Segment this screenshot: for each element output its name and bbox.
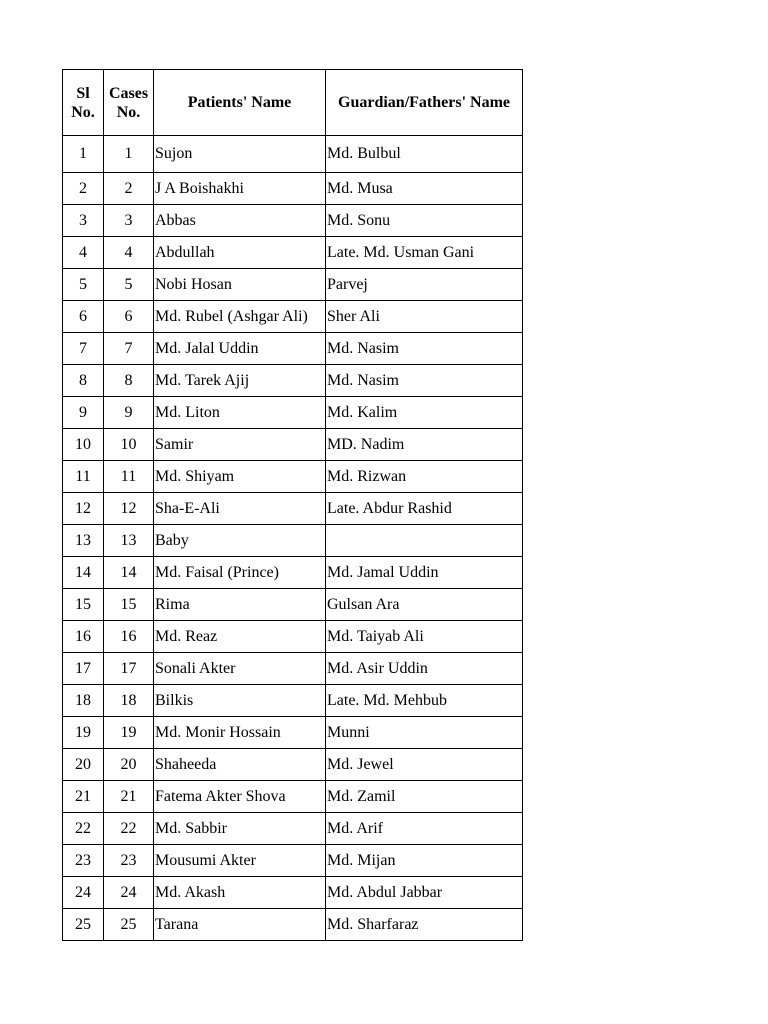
cell-case-no: 8 xyxy=(104,365,154,397)
cell-guardian-name: Late. Md. Mehbub xyxy=(326,685,523,717)
cell-guardian-name: Parvej xyxy=(326,269,523,301)
cell-patient-name: Sujon xyxy=(154,136,326,173)
cell-sl-no: 25 xyxy=(63,909,104,941)
table-row xyxy=(63,781,523,813)
cell-case-no: 7 xyxy=(104,333,154,365)
cell-case-no: 14 xyxy=(104,557,154,589)
cell-sl-no: 21 xyxy=(63,781,104,813)
header-guardian-name: Guardian/Fathers' Name xyxy=(326,70,523,136)
cell-guardian-name: Md. Mijan xyxy=(326,845,523,877)
cell-case-no: 3 xyxy=(104,205,154,237)
table-row xyxy=(63,333,523,365)
table-row xyxy=(63,429,523,461)
cell-patient-name: Sha-E-Ali xyxy=(154,493,326,525)
cell-patient-name: Rima xyxy=(154,589,326,621)
table-header xyxy=(63,70,523,136)
cell-guardian-name: Md. Musa xyxy=(326,173,523,205)
cell-guardian-name xyxy=(326,525,523,557)
cell-sl-no: 13 xyxy=(63,525,104,557)
cell-case-no: 15 xyxy=(104,589,154,621)
header-patient-name: Patients' Name xyxy=(154,70,326,136)
cell-sl-no: 14 xyxy=(63,557,104,589)
cell-sl-no: 12 xyxy=(63,493,104,525)
cell-guardian-name: Md. Abdul Jabbar xyxy=(326,877,523,909)
cell-sl-no: 10 xyxy=(63,429,104,461)
cell-case-no: 16 xyxy=(104,621,154,653)
cell-sl-no: 9 xyxy=(63,397,104,429)
cell-case-no: 21 xyxy=(104,781,154,813)
table-row xyxy=(63,685,523,717)
cell-patient-name: Md. Liton xyxy=(154,397,326,429)
cell-case-no: 20 xyxy=(104,749,154,781)
table-row xyxy=(63,525,523,557)
cell-case-no: 17 xyxy=(104,653,154,685)
cell-sl-no: 5 xyxy=(63,269,104,301)
table-row xyxy=(63,813,523,845)
table-row xyxy=(63,589,523,621)
cell-guardian-name: Md. Nasim xyxy=(326,365,523,397)
cell-patient-name: Md. Sabbir xyxy=(154,813,326,845)
cell-patient-name: Md. Shiyam xyxy=(154,461,326,493)
cell-case-no: 13 xyxy=(104,525,154,557)
header-cases-no: Cases No. xyxy=(104,70,154,136)
table-row xyxy=(63,877,523,909)
cell-case-no: 19 xyxy=(104,717,154,749)
table-row xyxy=(63,557,523,589)
table-row xyxy=(63,653,523,685)
cell-patient-name: Md. Akash xyxy=(154,877,326,909)
cell-sl-no: 8 xyxy=(63,365,104,397)
cell-guardian-name: Md. Sonu xyxy=(326,205,523,237)
table-row xyxy=(63,237,523,269)
cell-patient-name: Nobi Hosan xyxy=(154,269,326,301)
cell-guardian-name: MD. Nadim xyxy=(326,429,523,461)
cell-patient-name: Mousumi Akter xyxy=(154,845,326,877)
cell-guardian-name: Md. Jewel xyxy=(326,749,523,781)
cell-sl-no: 4 xyxy=(63,237,104,269)
cell-patient-name: Tarana xyxy=(154,909,326,941)
cell-case-no: 24 xyxy=(104,877,154,909)
cell-case-no: 22 xyxy=(104,813,154,845)
cell-sl-no: 2 xyxy=(63,173,104,205)
cell-case-no: 1 xyxy=(104,136,154,173)
cell-sl-no: 15 xyxy=(63,589,104,621)
table-row xyxy=(63,621,523,653)
cell-case-no: 4 xyxy=(104,237,154,269)
cell-patient-name: Md. Tarek Ajij xyxy=(154,365,326,397)
cell-guardian-name: Md. Sharfaraz xyxy=(326,909,523,941)
cell-sl-no: 24 xyxy=(63,877,104,909)
cell-guardian-name: Late. Md. Usman Gani xyxy=(326,237,523,269)
cell-patient-name: J A Boishakhi xyxy=(154,173,326,205)
cell-patient-name: Md. Rubel (Ashgar Ali) xyxy=(154,301,326,333)
cell-guardian-name: Md. Bulbul xyxy=(326,136,523,173)
cell-guardian-name: Sher Ali xyxy=(326,301,523,333)
table-body xyxy=(63,136,523,941)
table-row xyxy=(63,493,523,525)
cell-case-no: 6 xyxy=(104,301,154,333)
cell-patient-name: Samir xyxy=(154,429,326,461)
cell-patient-name: Md. Monir Hossain xyxy=(154,717,326,749)
cell-patient-name: Bilkis xyxy=(154,685,326,717)
cell-sl-no: 1 xyxy=(63,136,104,173)
cell-sl-no: 19 xyxy=(63,717,104,749)
header-row xyxy=(63,70,523,136)
cell-guardian-name: Late. Abdur Rashid xyxy=(326,493,523,525)
cell-case-no: 5 xyxy=(104,269,154,301)
cell-sl-no: 6 xyxy=(63,301,104,333)
cell-case-no: 9 xyxy=(104,397,154,429)
cell-case-no: 12 xyxy=(104,493,154,525)
cell-sl-no: 17 xyxy=(63,653,104,685)
cell-guardian-name: Md. Zamil xyxy=(326,781,523,813)
table-row xyxy=(63,909,523,941)
cell-sl-no: 16 xyxy=(63,621,104,653)
table-row xyxy=(63,845,523,877)
cell-patient-name: Md. Reaz xyxy=(154,621,326,653)
cell-sl-no: 7 xyxy=(63,333,104,365)
cell-patient-name: Abbas xyxy=(154,205,326,237)
table-row xyxy=(63,269,523,301)
table-row xyxy=(63,397,523,429)
cell-sl-no: 22 xyxy=(63,813,104,845)
table-row xyxy=(63,136,523,173)
cell-guardian-name: Md. Arif xyxy=(326,813,523,845)
cell-case-no: 11 xyxy=(104,461,154,493)
cell-guardian-name: Munni xyxy=(326,717,523,749)
cell-case-no: 23 xyxy=(104,845,154,877)
patients-table xyxy=(62,69,523,941)
cell-patient-name: Abdullah xyxy=(154,237,326,269)
cell-guardian-name: Gulsan Ara xyxy=(326,589,523,621)
cell-patient-name: Md. Faisal (Prince) xyxy=(154,557,326,589)
table-row xyxy=(63,365,523,397)
cell-patient-name: Fatema Akter Shova xyxy=(154,781,326,813)
table-row xyxy=(63,173,523,205)
cell-case-no: 2 xyxy=(104,173,154,205)
cell-guardian-name: Md. Rizwan xyxy=(326,461,523,493)
cell-guardian-name: Md. Nasim xyxy=(326,333,523,365)
cell-case-no: 10 xyxy=(104,429,154,461)
table-row xyxy=(63,461,523,493)
cell-patient-name: Sonali Akter xyxy=(154,653,326,685)
cell-sl-no: 11 xyxy=(63,461,104,493)
cell-guardian-name: Md. Kalim xyxy=(326,397,523,429)
cell-guardian-name: Md. Taiyab Ali xyxy=(326,621,523,653)
table-row xyxy=(63,749,523,781)
cell-sl-no: 23 xyxy=(63,845,104,877)
cell-patient-name: Shaheeda xyxy=(154,749,326,781)
cell-sl-no: 18 xyxy=(63,685,104,717)
table-row xyxy=(63,301,523,333)
cell-patient-name: Baby xyxy=(154,525,326,557)
table-row xyxy=(63,717,523,749)
cell-case-no: 25 xyxy=(104,909,154,941)
cell-sl-no: 3 xyxy=(63,205,104,237)
cell-sl-no: 20 xyxy=(63,749,104,781)
table-row xyxy=(63,205,523,237)
cell-guardian-name: Md. Jamal Uddin xyxy=(326,557,523,589)
header-sl-no: Sl No. xyxy=(63,70,104,136)
cell-patient-name: Md. Jalal Uddin xyxy=(154,333,326,365)
cell-guardian-name: Md. Asir Uddin xyxy=(326,653,523,685)
cell-case-no: 18 xyxy=(104,685,154,717)
